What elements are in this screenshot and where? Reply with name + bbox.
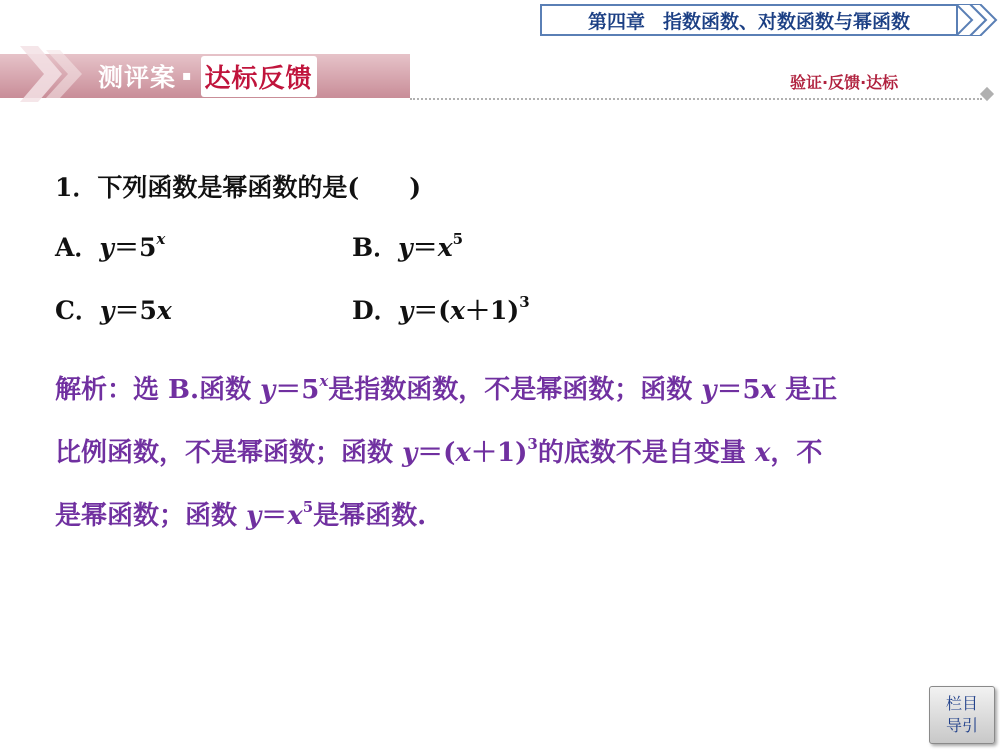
banner-emphasis: 达标反馈 xyxy=(201,56,317,97)
question-stem: 1．下列函数是幂函数的是( ) xyxy=(55,173,422,202)
answer-explanation xyxy=(55,360,955,549)
header-divider xyxy=(410,98,982,100)
answer-line-3: 是幂函数；函数 $y=x^5$是幂函数. xyxy=(55,498,427,531)
answer-line-1: 解析：选 B.函数 $y=5^x$是指数函数，不是幂函数；函数 y＝5x 是正 xyxy=(55,372,838,405)
option-d: D．$y=(x+1)^3$ xyxy=(352,293,530,325)
chapter-title: 指数函数、对数函数与幂函数 xyxy=(663,10,911,33)
banner-title xyxy=(98,56,317,96)
nav-button-line1: 栏目 xyxy=(945,694,978,713)
banner-bullet-icon: ▪ xyxy=(182,68,193,84)
answer-line-2: 比例函数，不是幂函数；函数 $y=(x+1)^3$的底数不是自变量 x，不 xyxy=(55,435,823,468)
chapter-title-box xyxy=(540,4,958,36)
nav-button-line2: 导引 xyxy=(945,716,978,735)
section-tagline: 验证·反馈·达标 xyxy=(790,73,899,92)
option-b: B．$y=x^5$ xyxy=(352,230,464,262)
banner-prefix: 测评案 xyxy=(98,63,177,92)
option-c: C．y＝5x xyxy=(55,296,172,325)
section-nav-button[interactable] xyxy=(929,686,995,744)
option-a: A．$y=5^x$ xyxy=(55,230,166,262)
chevron-right-icon xyxy=(956,4,998,36)
chapter-number: 第四章 xyxy=(587,10,645,33)
